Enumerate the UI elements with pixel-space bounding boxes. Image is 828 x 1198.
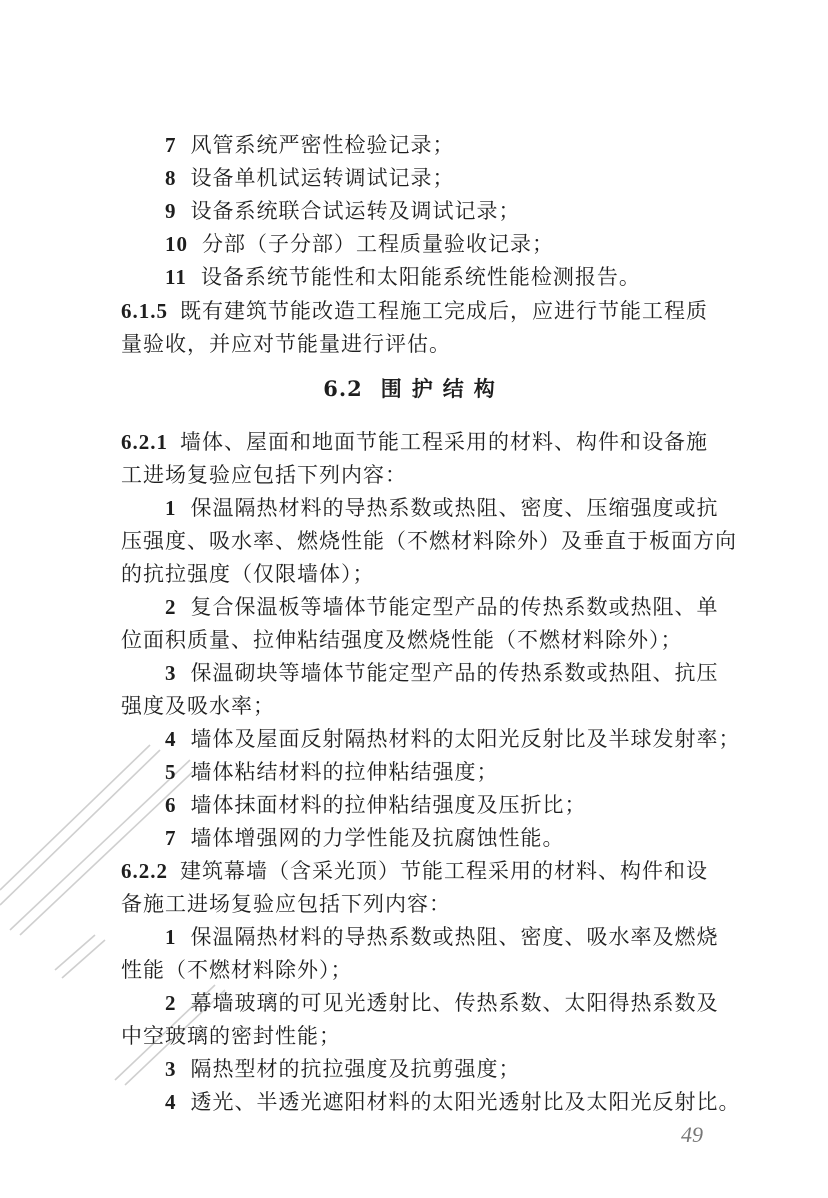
section-title: 围护结构 [380, 376, 505, 401]
item-number: 1 [165, 925, 177, 949]
item-text: 保温隔热材料的导热系数或热阻、密度、压缩强度或抗 [190, 496, 719, 520]
item-text-continued: 性能（不燃材料除外）； [121, 958, 353, 982]
list-item [165, 656, 719, 690]
item-number: 8 [165, 166, 177, 190]
item-number: 6 [165, 793, 177, 817]
item-number: 4 [165, 1090, 177, 1114]
list-item [165, 194, 521, 228]
list-item [165, 788, 587, 822]
item-text-continued: 强度及吸水率； [121, 694, 275, 718]
item-text-continued: 压强度、吸水率、燃烧性能（不燃材料除外）及垂直于板面方向 [121, 529, 737, 553]
list-item [165, 227, 554, 261]
clause-6-2-1 [121, 425, 708, 459]
list-item [165, 722, 741, 756]
item-text: 墙体及屋面反射隔热材料的太阳光反射比及半球发射率； [190, 727, 741, 751]
list-item [165, 260, 641, 294]
clause-text: 建筑幕墙（含采光顶）节能工程采用的材料、构件和设 [180, 859, 708, 883]
item-text: 透光、半透光遮阳材料的太阳光透射比及太阳光反射比。 [190, 1090, 741, 1114]
clause-text-continued: 工进场复验应包括下列内容： [121, 463, 407, 487]
item-number: 7 [165, 133, 177, 157]
item-text: 设备系统联合试运转及调试记录； [190, 199, 521, 223]
list-item [165, 161, 455, 195]
item-text-continued: 的抗拉强度（仅限墙体）； [121, 562, 375, 586]
item-text: 保温砌块等墙体节能定型产品的传热系数或热阻、抗压 [190, 661, 719, 685]
item-number: 5 [165, 760, 177, 784]
item-text: 墙体抹面材料的拉伸粘结强度及压折比； [190, 793, 587, 817]
item-number: 4 [165, 727, 177, 751]
item-text: 设备系统节能性和太阳能系统性能检测报告。 [200, 265, 641, 289]
list-item [165, 128, 455, 162]
clause-text-continued: 备施工进场复验应包括下列内容： [121, 892, 451, 916]
item-text: 墙体增强网的力学性能及抗腐蚀性能。 [190, 826, 565, 850]
clause-number: 6.2.2 [121, 859, 168, 883]
list-item [165, 821, 565, 855]
clause-number: 6.2.1 [121, 430, 168, 454]
item-text-continued: 中空玻璃的密封性能； [121, 1024, 341, 1048]
item-number: 7 [165, 826, 177, 850]
item-text: 复合保温板等墙体节能定型产品的传热系数或热阻、单 [190, 595, 719, 619]
list-item [165, 1052, 521, 1086]
list-item [165, 491, 719, 525]
clause-number: 6.1.5 [121, 299, 168, 323]
item-number: 1 [165, 496, 177, 520]
item-number: 10 [165, 232, 188, 256]
item-text: 保温隔热材料的导热系数或热阻、密度、吸水率及燃烧 [190, 925, 719, 949]
item-text: 幕墙玻璃的可见光透射比、传热系数、太阳得热系数及 [190, 991, 719, 1015]
item-text-continued: 位面积质量、拉伸粘结强度及燃烧性能（不燃材料除外）； [121, 628, 683, 652]
item-number: 2 [165, 991, 177, 1015]
list-item [165, 920, 719, 954]
list-item [165, 1085, 741, 1119]
clause-6-2-2 [121, 854, 708, 888]
list-item [165, 590, 719, 624]
section-number: 6.2 [323, 376, 363, 401]
item-number: 11 [165, 265, 187, 289]
clause-text: 既有建筑节能改造工程施工完成后，应进行节能工程质 [180, 299, 708, 323]
clause-6-1-5 [121, 294, 708, 328]
item-number: 3 [165, 661, 177, 685]
clause-text: 墙体、屋面和地面节能工程采用的材料、构件和设备施 [180, 430, 708, 454]
page-number: 49 [681, 1122, 703, 1147]
item-text: 隔热型材的抗拉强度及抗剪强度； [190, 1057, 521, 1081]
clause-text-continued: 量验收，并应对节能量进行评估。 [121, 332, 451, 356]
item-text: 设备单机试运转调试记录； [190, 166, 455, 190]
item-text: 墙体粘结材料的拉伸粘结强度； [190, 760, 499, 784]
list-item [165, 986, 719, 1020]
item-number: 9 [165, 199, 177, 223]
item-number: 3 [165, 1057, 177, 1081]
item-text: 风管系统严密性检验记录； [190, 133, 455, 157]
list-item [165, 755, 499, 789]
section-heading [0, 372, 828, 406]
item-number: 2 [165, 595, 177, 619]
item-text: 分部（子分部）工程质量验收记录； [202, 232, 554, 256]
